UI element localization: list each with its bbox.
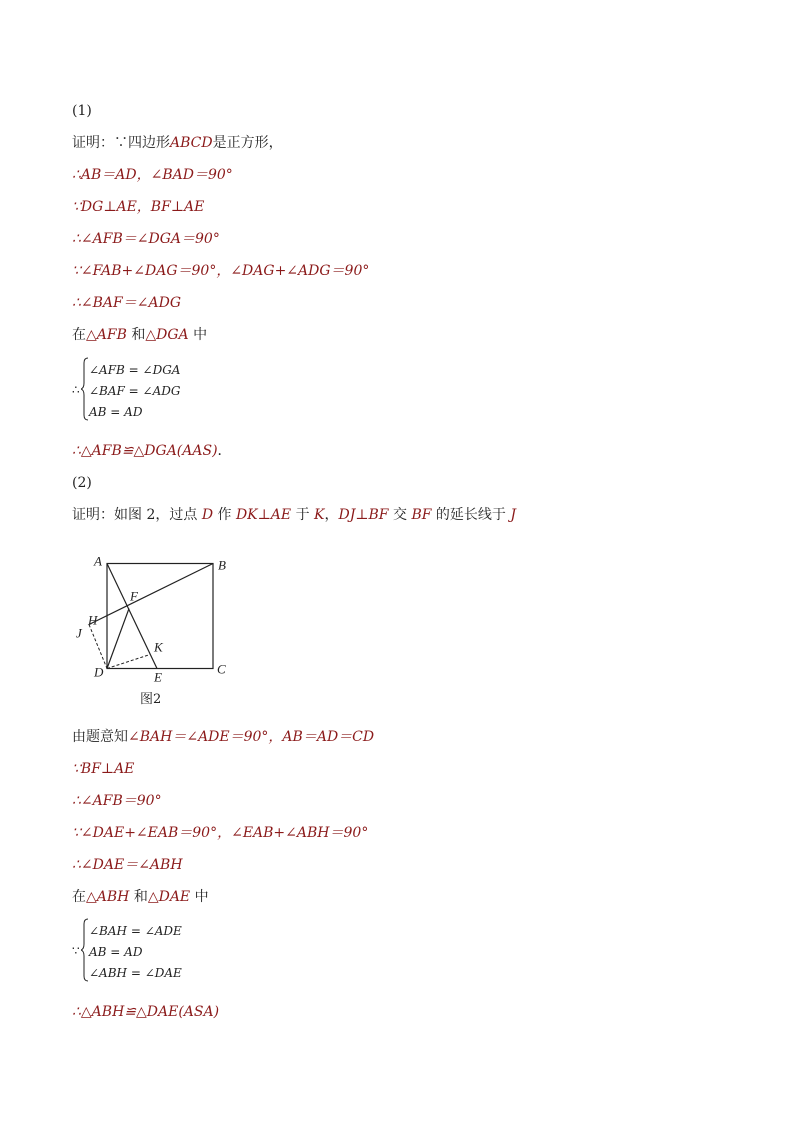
- part1-conclusion-end: ．: [217, 443, 232, 459]
- part1-label: (1): [72, 103, 92, 119]
- part1-line-1-prefix: 证明：∵四边形: [72, 135, 170, 151]
- part2-conclusion: ∴△ABH≌△DAE(ASA): [72, 1004, 220, 1020]
- part2-intro-f: K: [314, 507, 325, 523]
- part2-line-6-c: 和: [129, 889, 148, 905]
- part2-line-6-a: 在: [72, 889, 86, 905]
- part1-line-1-abcd: ABCD: [170, 135, 213, 151]
- label-k: K: [154, 639, 163, 655]
- part2-intro-a: 证明：如图 2，过点: [72, 507, 202, 523]
- figure-caption: 图2: [140, 692, 162, 707]
- part2-intro-d: DK⊥AE: [235, 507, 292, 523]
- part2-line-1: [72, 728, 374, 746]
- label-h: H: [88, 612, 98, 628]
- part1-line-3: ∵DG⊥AE，BF⊥AE: [72, 199, 205, 215]
- part1-line-7-c: 和: [126, 327, 146, 343]
- part2-line-1-b: ∠BAH＝∠ADE＝90°，AB＝AD＝CD: [128, 729, 375, 745]
- segment-dk: [107, 655, 150, 669]
- part1-line-7-a: 在: [72, 327, 86, 343]
- part2-intro-k: 的延长线于: [431, 507, 511, 523]
- part1-line-6: ∴∠BAF＝∠ADG: [72, 295, 181, 311]
- part1-system-row-1: ∠AFB = ∠DGA: [89, 363, 181, 377]
- part2-line-6-d: △DAE: [147, 889, 191, 905]
- label-c: C: [217, 661, 226, 677]
- part2-system-row-1: ∠BAH = ∠ADE: [89, 924, 182, 938]
- part2-intro-c: 作: [213, 507, 236, 523]
- part2-system-row-2: AB = AD: [89, 945, 143, 959]
- segment-ae: [107, 564, 157, 669]
- part2-line-6-b: △ABH: [86, 889, 130, 905]
- part2-intro-g: ，: [324, 507, 339, 523]
- part1-conclusion-text: ∴△AFB≌△DGA(AAS): [72, 443, 218, 459]
- part2-line-4: ∵∠DAE+∠EAB＝90°，∠EAB+∠ABH＝90°: [72, 825, 369, 841]
- part1-line-2: ∴AB＝AD，∠BAD＝90°: [72, 167, 233, 183]
- label-f: F: [130, 588, 138, 604]
- label-j: J: [76, 625, 82, 641]
- part2-intro-e: 于: [291, 507, 315, 523]
- part2-label: (2): [72, 475, 92, 491]
- left-brace-icon: [81, 918, 89, 982]
- part2-line-1-a: 由题意知: [72, 729, 128, 745]
- geometry-figure: [72, 538, 242, 713]
- part1-system-symbol: ∴: [72, 383, 80, 397]
- part2-line-2: ∵BF⊥AE: [72, 761, 135, 777]
- part2-line-5: ∴∠DAE＝∠ABH: [72, 857, 183, 873]
- label-a: A: [94, 553, 102, 569]
- part2-intro-b: D: [201, 507, 214, 523]
- label-d: D: [94, 664, 104, 680]
- part2-system-row-3: ∠ABH = ∠DAE: [89, 966, 182, 980]
- left-brace-icon: [81, 357, 89, 421]
- part1-line-4: ∴∠AFB＝∠DGA＝90°: [72, 231, 220, 247]
- part2-intro-i: 交: [388, 507, 412, 523]
- part1-line-7-e: 中: [188, 327, 208, 343]
- part1-line-7-b: △AFB: [86, 327, 127, 343]
- part2-intro-l: J: [510, 507, 516, 523]
- part1-line-5: ∵∠FAB+∠DAG＝90°，∠DAG+∠ADG＝90°: [72, 263, 370, 279]
- part2-line-6: [72, 888, 209, 906]
- part1-line-7-d: △DGA: [145, 327, 189, 343]
- part2-intro-h: DJ⊥BF: [338, 507, 389, 523]
- part1-line-1-suffix: 是正方形，: [212, 135, 283, 151]
- part1-conclusion: [72, 442, 232, 460]
- segment-df: [107, 609, 129, 669]
- label-b: B: [218, 557, 226, 573]
- part1-line-1: [72, 134, 283, 152]
- part2-intro-j: BF: [411, 507, 432, 523]
- part1-system-row-3: AB = AD: [89, 405, 143, 419]
- part2-system-symbol: ∵: [72, 944, 80, 958]
- part2-intro: [72, 506, 516, 524]
- part1-system-row-2: ∠BAF = ∠ADG: [89, 384, 181, 398]
- part1-line-7: [72, 326, 207, 344]
- segment-dj: [89, 625, 107, 669]
- label-e: E: [154, 669, 162, 685]
- part2-line-6-e: 中: [190, 889, 209, 905]
- part2-line-3: ∴∠AFB＝90°: [72, 793, 162, 809]
